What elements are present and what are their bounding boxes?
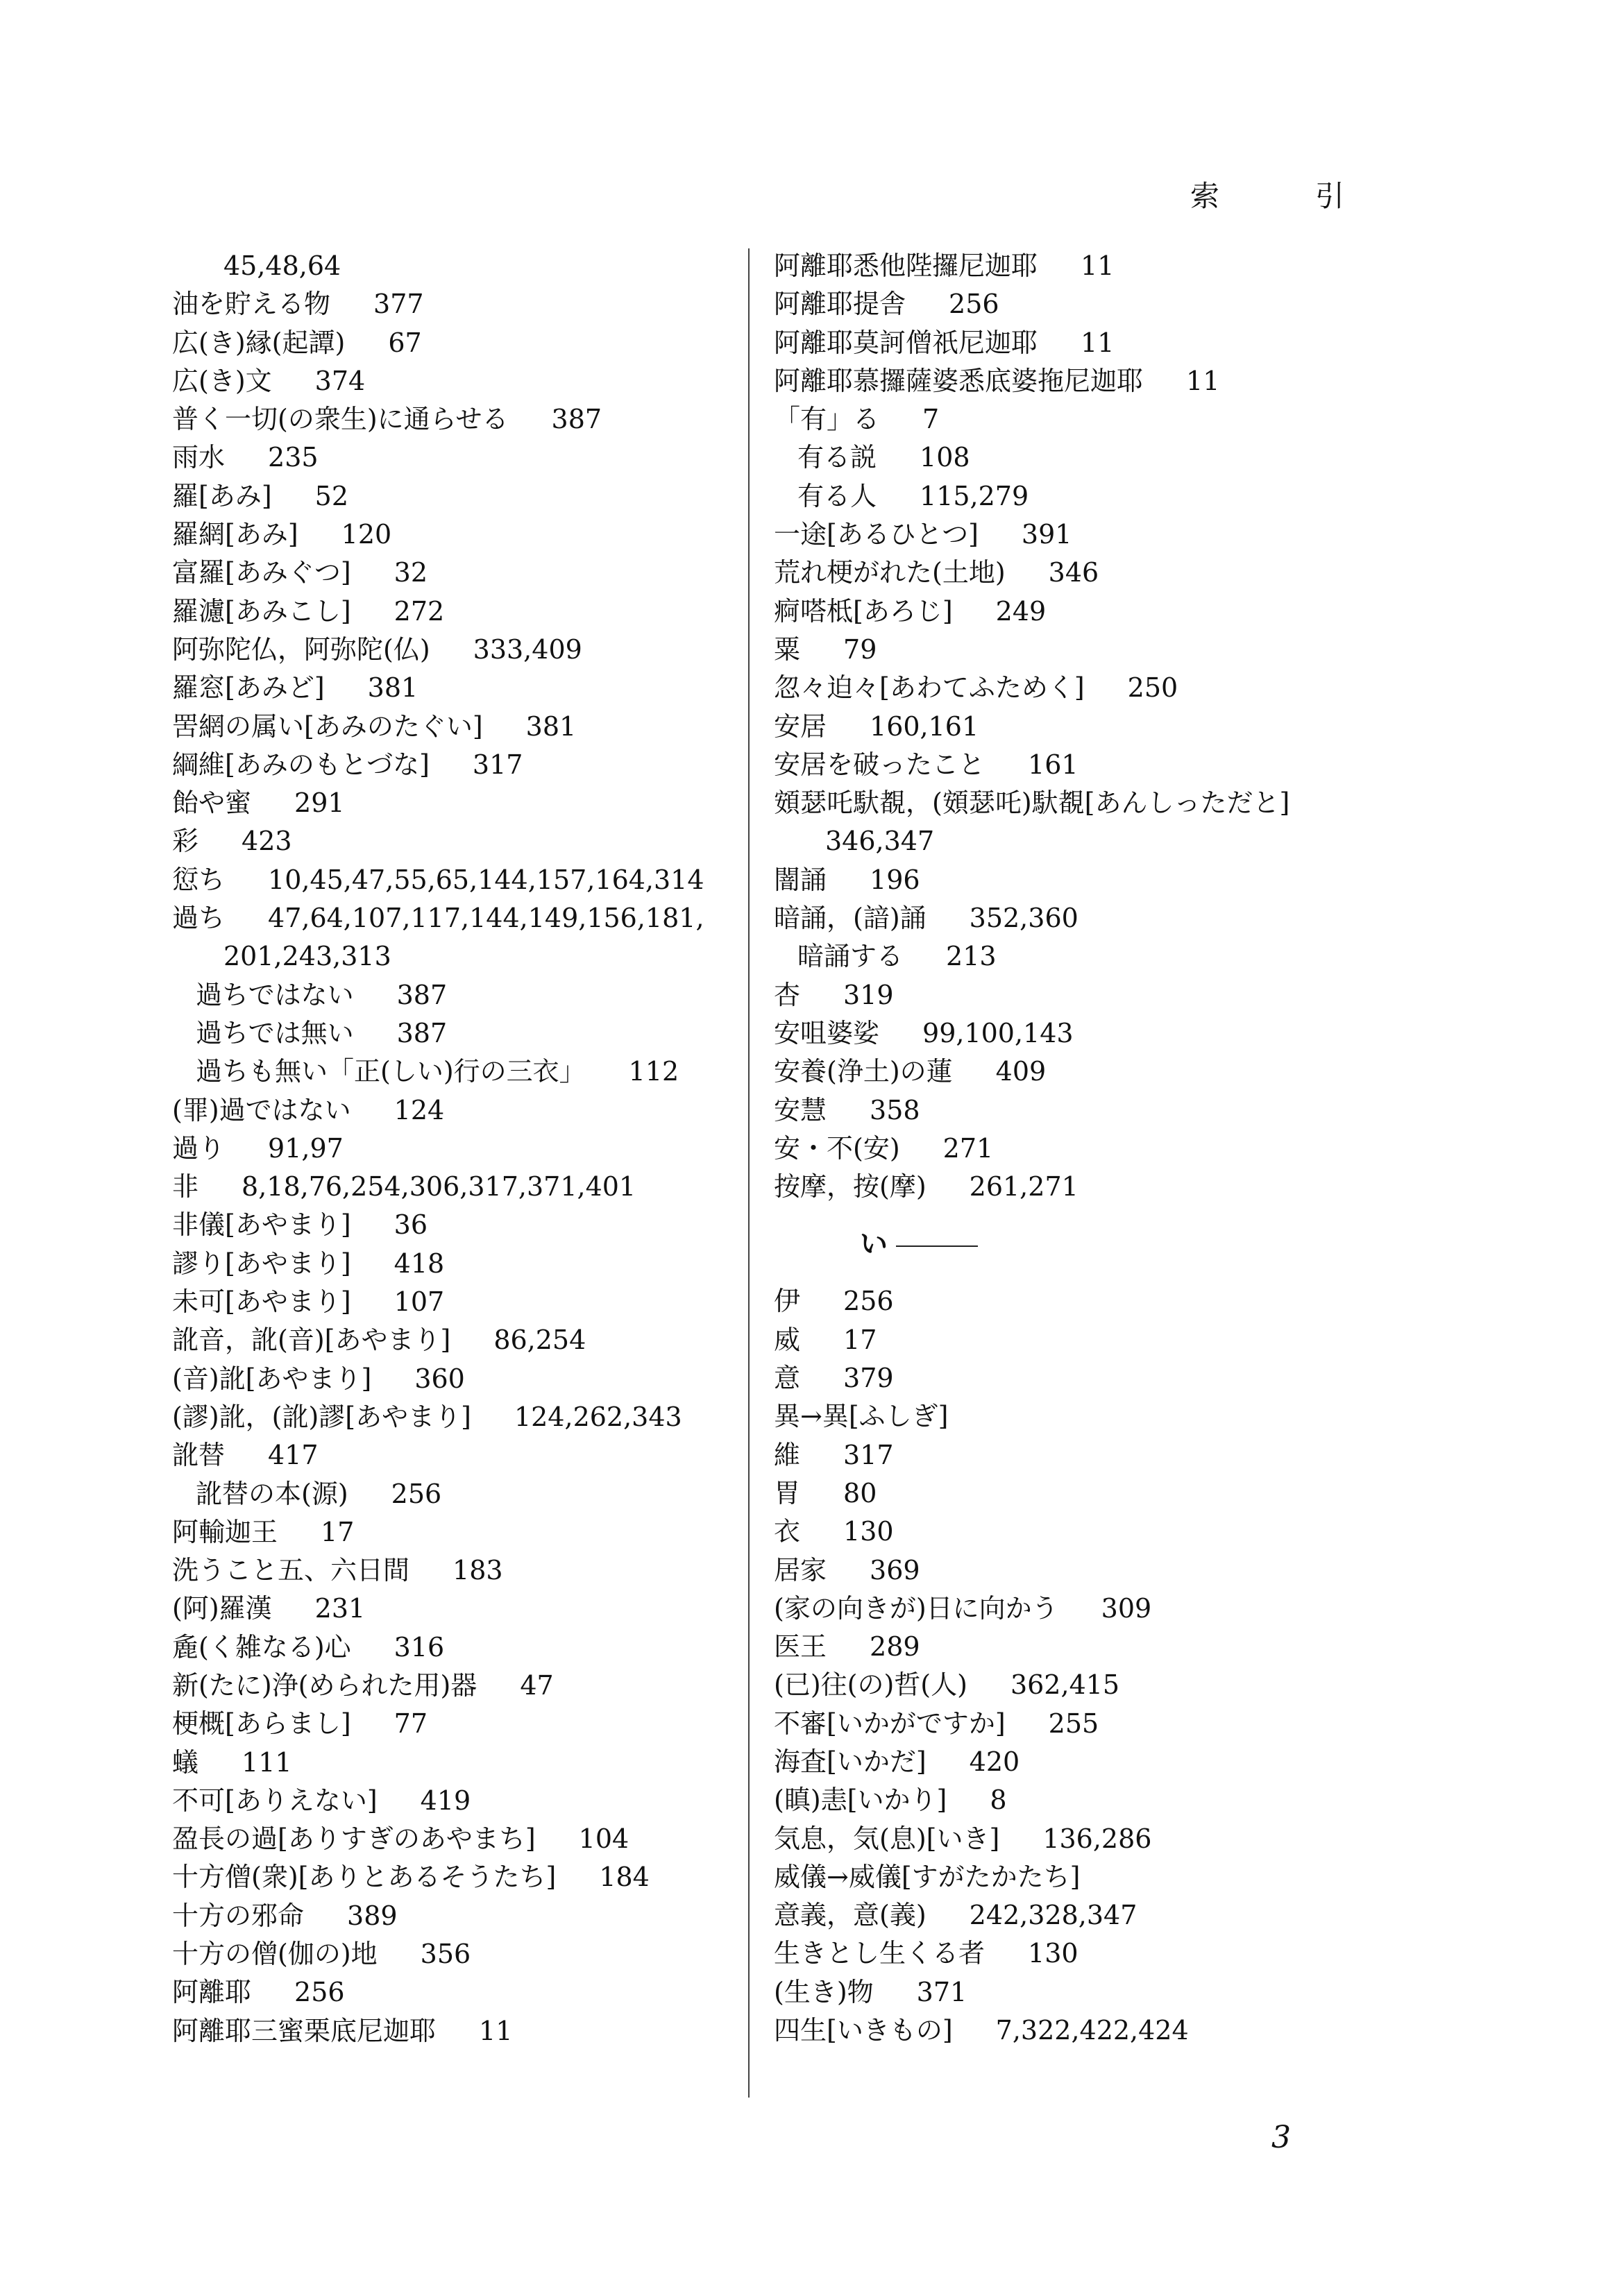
- index-entry: [172, 477, 741, 516]
- index-page-refs: 17: [843, 1324, 877, 1355]
- index-term: (已)往(の)哲(人): [774, 1669, 967, 1701]
- index-page-refs: 107: [394, 1286, 445, 1318]
- index-term: 広(き)文: [172, 365, 272, 396]
- index-entry: [172, 976, 741, 1014]
- index-entry: [774, 631, 1412, 669]
- section-heading-i: [774, 1206, 1412, 1282]
- index-group-a: [774, 247, 1412, 1206]
- index-page-refs: 235: [268, 442, 319, 473]
- index-term: 闇誦: [774, 864, 827, 895]
- index-term: 意義，意(義): [774, 1900, 927, 1931]
- index-page-refs: 136,286: [1042, 1823, 1152, 1854]
- index-entry: [172, 1014, 741, 1053]
- index-entry: [172, 1475, 741, 1513]
- index-page-refs: 47,64,107,117,144,149,156,181,: [268, 903, 704, 934]
- index-entry: [172, 1360, 741, 1398]
- index-term: 按摩，按(摩): [774, 1171, 927, 1202]
- index-term: 蟻: [172, 1746, 199, 1778]
- index-term: 安養(浄土)の蓮: [774, 1056, 953, 1087]
- index-term: 羅窓[あみど]: [172, 672, 325, 704]
- index-entry: [774, 1436, 1412, 1474]
- index-term: 訛替の本(源): [196, 1478, 348, 1509]
- index-term: 十方の邪命: [172, 1900, 305, 1931]
- index-term: 非: [172, 1171, 199, 1202]
- index-page-refs: 379: [843, 1363, 894, 1394]
- column-divider: [748, 248, 750, 2098]
- index-page-refs: 316: [394, 1631, 445, 1663]
- index-term: 忽々迫々[あわてふためく]: [774, 672, 1085, 704]
- index-page-refs: 391: [1021, 519, 1072, 550]
- index-term: (阿)羅漢: [172, 1593, 272, 1624]
- index-entry: [774, 324, 1412, 362]
- index-entry: [774, 822, 1412, 860]
- index-page-refs: 201,243,313: [223, 941, 391, 972]
- index-entry: [774, 1053, 1412, 1091]
- index-page-refs: 91,97: [268, 1132, 344, 1164]
- index-page-refs: 360: [414, 1363, 465, 1394]
- index-page-refs: 291: [294, 788, 345, 819]
- index-entry: [172, 1551, 741, 1590]
- index-entry: [172, 784, 741, 822]
- index-page-refs: 317: [843, 1439, 894, 1470]
- index-page-refs: 130: [843, 1516, 894, 1547]
- index-page-refs: 346,347: [825, 826, 935, 857]
- index-entry: [172, 1935, 741, 1973]
- index-page-refs: 124: [394, 1094, 445, 1125]
- index-entry: [774, 554, 1412, 592]
- index-entry: [774, 1321, 1412, 1359]
- index-page-refs: 36: [394, 1209, 428, 1241]
- index-page-refs: 213: [946, 941, 997, 972]
- index-page-refs: 289: [870, 1631, 920, 1663]
- index-entry: [774, 1359, 1412, 1397]
- index-term: 過ちではない: [196, 979, 354, 1010]
- index-entry: [774, 746, 1412, 784]
- index-term: (瞋)恚[いかり]: [774, 1785, 947, 1816]
- index-entry: [172, 516, 741, 554]
- index-entry: [774, 1130, 1412, 1168]
- index-term: 飴や蜜: [172, 788, 252, 819]
- index-entry: [172, 1820, 741, 1858]
- index-term: 異→異[ふしぎ]: [774, 1401, 949, 1432]
- index-entry: [774, 1513, 1412, 1551]
- index-entry: [774, 1168, 1412, 1206]
- index-entry: [172, 669, 741, 707]
- index-term: 胃: [774, 1477, 801, 1508]
- index-page-refs: 256: [843, 1286, 894, 1317]
- index-term: 衣: [774, 1516, 801, 1547]
- index-term: 気息，気(息)[いき]: [774, 1823, 1000, 1854]
- index-page-refs: 317: [472, 749, 523, 780]
- index-page-refs: 419: [420, 1785, 471, 1816]
- index-entry: [172, 1744, 741, 1782]
- index-entry: [774, 1705, 1412, 1743]
- index-term: (家の向きが)日に向かう: [774, 1592, 1058, 1624]
- index-term: 雨水: [172, 442, 226, 473]
- index-term: 羅[あみ]: [172, 480, 272, 511]
- index-entry: [774, 516, 1412, 554]
- index-page-refs: 387: [396, 979, 448, 1010]
- index-term: 洗うこと五、六日間: [172, 1555, 410, 1586]
- index-entry: [774, 1282, 1412, 1320]
- index-term: 安咀婆娑: [774, 1017, 880, 1048]
- index-page-refs: 8: [990, 1785, 1007, 1816]
- index-entry: [172, 899, 741, 937]
- index-entry: [774, 708, 1412, 746]
- index-page-refs: 7,322,422,424: [995, 2015, 1189, 2046]
- index-term: 盈長の過[ありすぎのあやまち]: [172, 1823, 536, 1855]
- page-number: 3: [1271, 2120, 1291, 2155]
- index-term: 過ちでは無い: [196, 1017, 354, 1048]
- index-page-refs: 104: [578, 1823, 629, 1855]
- index-entry: [774, 1397, 1412, 1436]
- index-entry: [774, 1781, 1412, 1819]
- index-page-refs: 32: [394, 557, 428, 588]
- index-term: 生きとし生くる者: [774, 1938, 986, 1969]
- index-page-refs: 309: [1101, 1592, 1152, 1624]
- index-entry: [774, 1666, 1412, 1704]
- index-page-refs: 356: [420, 1939, 471, 1970]
- index-page-refs: 371: [916, 1976, 967, 2007]
- index-term: 阿離耶慕攞薩婆悉底婆拖尼迦耶: [774, 365, 1144, 396]
- index-entry: [774, 899, 1412, 937]
- index-page-refs: 261,271: [969, 1171, 1079, 1202]
- index-term: 不審[いかがですか]: [774, 1708, 1006, 1739]
- index-term: 杏: [774, 979, 801, 1010]
- index-term: 有る人: [797, 480, 877, 511]
- index-entry: [172, 1168, 741, 1206]
- index-term: 安慧: [774, 1094, 827, 1125]
- index-term: 伊: [774, 1286, 801, 1317]
- index-entry: [172, 1283, 741, 1321]
- index-entry: [172, 1590, 741, 1628]
- index-term: 一途[あるひとつ]: [774, 519, 979, 550]
- index-entry: [774, 593, 1412, 631]
- index-entry: [172, 1053, 741, 1091]
- index-page-refs: 381: [525, 711, 577, 742]
- index-entry: [172, 1130, 741, 1168]
- index-group-i: [774, 1282, 1412, 2050]
- index-entry: [172, 1321, 741, 1359]
- index-term: 阿離耶三蜜栗底尼迦耶: [172, 2015, 437, 2046]
- index-term: 彩: [172, 826, 199, 857]
- index-entry: [172, 937, 741, 976]
- index-term: 四生[いきもの]: [774, 2015, 953, 2046]
- index-term: 意: [774, 1363, 801, 1394]
- index-column-left: [172, 247, 741, 2050]
- index-entry: [774, 477, 1412, 516]
- index-entry: [774, 937, 1412, 976]
- index-page-refs: 47: [520, 1669, 554, 1701]
- index-page-refs: 120: [341, 519, 392, 550]
- index-page-refs: 409: [995, 1056, 1047, 1087]
- index-page-refs: 362,415: [1010, 1669, 1120, 1701]
- index-term: 不可[ありえない]: [172, 1785, 378, 1816]
- index-term: 阿輸迦王: [172, 1516, 278, 1547]
- index-page-refs: 11: [1081, 250, 1115, 281]
- index-term: 海査[いかだ]: [774, 1746, 927, 1777]
- index-page-refs: 160,161: [870, 711, 979, 742]
- index-page-refs: 10,45,47,55,65,144,157,164,314: [268, 864, 704, 895]
- index-page-refs: 45,48,64: [223, 250, 341, 281]
- index-term: 綱維[あみのもとづな]: [172, 749, 430, 780]
- index-entry: [172, 1973, 741, 2012]
- index-term: 罟網の属い[あみのたぐい]: [172, 711, 483, 742]
- index-term: 訛音，訛(音)[あやまり]: [172, 1325, 451, 1356]
- index-page-refs: 381: [367, 672, 418, 704]
- index-entry: [774, 1551, 1412, 1590]
- index-page-refs: 389: [347, 1900, 398, 1931]
- index-entry: [172, 362, 741, 400]
- index-page-refs: 161: [1028, 749, 1079, 780]
- index-page-refs: 115,279: [920, 480, 1029, 511]
- index-page-refs: 271: [942, 1132, 994, 1164]
- index-entry: [774, 1896, 1412, 1934]
- index-entry: [774, 2012, 1412, 2050]
- index-term: 阿離耶莫訶僧祇尼迦耶: [774, 327, 1038, 358]
- index-entry: [172, 593, 741, 631]
- index-term: 普く一切(の衆生)に通らせる: [172, 404, 509, 435]
- index-entry: [172, 1436, 741, 1474]
- index-term: 非儀[あやまり]: [172, 1209, 351, 1241]
- index-page-refs: 11: [1186, 365, 1220, 396]
- index-term: 威儀→威儀[すがたかたち]: [774, 1861, 1081, 1892]
- index-page-refs: 196: [870, 864, 920, 895]
- index-page-refs: 130: [1028, 1938, 1079, 1969]
- index-page-refs: 183: [452, 1555, 503, 1586]
- index-term: 新(たに)浄(められた用)器: [172, 1669, 477, 1701]
- index-term: (罪)過ではない: [172, 1094, 351, 1125]
- index-entry: [172, 2012, 741, 2050]
- index-page-refs: 417: [268, 1440, 319, 1471]
- index-page-refs: 67: [388, 327, 422, 358]
- index-page-refs: 369: [870, 1554, 920, 1585]
- index-page-refs: 11: [479, 2015, 513, 2046]
- index-term: 安居: [774, 711, 827, 742]
- index-page-refs: 358: [870, 1094, 920, 1125]
- index-term: 過ちも無い「正(しい)行の三衣」: [196, 1056, 586, 1087]
- index-entry: [172, 1206, 741, 1244]
- index-entry: [774, 362, 1412, 400]
- index-entry: [774, 439, 1412, 477]
- index-page-refs: 184: [599, 1862, 650, 1893]
- index-column-right: [774, 247, 1412, 2050]
- index-entry: [774, 1091, 1412, 1130]
- index-entry: [774, 1934, 1412, 1973]
- index-entry: [172, 1398, 741, 1436]
- index-term: 過ち: [172, 903, 226, 934]
- index-term: 十方の僧(伽の)地: [172, 1939, 378, 1970]
- index-term: 医王: [774, 1631, 827, 1663]
- index-term: 威: [774, 1324, 801, 1355]
- index-page-refs: 352,360: [969, 903, 1079, 934]
- index-term: 居家: [774, 1554, 827, 1585]
- index-term: 痾嗒柢[あろじ]: [774, 595, 953, 627]
- index-term: 阿弥陀仏，阿弥陀(仏): [172, 633, 430, 665]
- index-term: 有る説: [797, 442, 877, 473]
- index-page-refs: 346: [1048, 557, 1099, 588]
- index-page-refs: 333,409: [473, 633, 582, 665]
- index-entry: [774, 1014, 1412, 1053]
- index-page-refs: 319: [843, 979, 894, 1010]
- index-term: 「有」る: [774, 404, 880, 435]
- index-term: 富羅[あみぐつ]: [172, 557, 351, 588]
- index-term: 十方僧(衆)[ありとあるそうたち]: [172, 1862, 557, 1893]
- index-page-refs: 249: [995, 595, 1047, 627]
- index-page-refs: 377: [373, 289, 424, 320]
- index-entry: [774, 784, 1412, 822]
- index-term: 訛替: [172, 1440, 226, 1471]
- index-term: 安居を破ったこと: [774, 749, 986, 780]
- index-page-refs: 111: [242, 1746, 292, 1778]
- index-page-refs: 124,262,343: [514, 1401, 682, 1432]
- index-page-refs: 108: [920, 442, 970, 473]
- index-entry: [172, 247, 741, 285]
- index-entry: [774, 1590, 1412, 1628]
- index-term: 麁(く雑なる)心: [172, 1631, 351, 1663]
- index-page-refs: 272: [394, 595, 445, 627]
- index-entry: [172, 708, 741, 746]
- index-entry: [172, 285, 741, 323]
- section-heading-rule: [896, 1245, 978, 1247]
- index-page-refs: 255: [1048, 1708, 1099, 1739]
- index-page-refs: 77: [394, 1708, 428, 1740]
- index-page-refs: 86,254: [493, 1325, 586, 1356]
- index-entry: [774, 1820, 1412, 1858]
- index-term: 阿離耶: [172, 1977, 252, 2008]
- index-entry: [774, 1858, 1412, 1896]
- index-term: 荒れ梗がれた(土地): [774, 557, 1006, 588]
- section-heading-label: い: [860, 1227, 888, 1261]
- index-entry: [774, 1973, 1412, 2012]
- index-term: 暗誦，(諳)誦: [774, 903, 927, 934]
- index-term: 安・不(安): [774, 1132, 900, 1164]
- index-entry: [172, 324, 741, 362]
- index-entry: [172, 1245, 741, 1283]
- index-page-refs: 256: [949, 289, 999, 320]
- index-entry: [774, 1474, 1412, 1513]
- index-page-refs: 99,100,143: [922, 1017, 1074, 1048]
- index-term: (生き)物: [774, 1976, 874, 2007]
- page-header: 索 引: [1190, 179, 1378, 213]
- index-entry: [172, 439, 741, 477]
- index-term: (音)訛[あやまり]: [172, 1363, 372, 1394]
- index-entry: [172, 400, 741, 439]
- index-term: 羅濾[あみこし]: [172, 595, 351, 627]
- index-page-refs: 231: [314, 1593, 366, 1624]
- index-entry: [774, 285, 1412, 323]
- index-entry: [172, 1782, 741, 1820]
- index-term: (謬)訛，(訛)謬[あやまり]: [172, 1401, 471, 1432]
- index-entry: [172, 631, 741, 669]
- index-term: 謬り[あやまり]: [172, 1248, 351, 1279]
- index-term: 愆ち: [172, 864, 226, 895]
- index-term: 維: [774, 1439, 801, 1470]
- index-entry: [172, 554, 741, 592]
- index-entry: [172, 861, 741, 899]
- index-term: 阿離耶悉他陛攞尼迦耶: [774, 250, 1038, 281]
- index-term: 頞瑟吒馱覩，(頞瑟吒)馱覩[あんしっただと]: [774, 788, 1290, 819]
- index-entry: [172, 822, 741, 860]
- index-entry: [172, 1858, 741, 1896]
- index-page-refs: 7: [922, 404, 940, 435]
- index-page-refs: 387: [396, 1017, 448, 1048]
- index-term: 粟: [774, 633, 801, 665]
- index-entry: [774, 247, 1412, 285]
- index-term: 広(き)縁(起譚): [172, 327, 346, 358]
- index-page-refs: 423: [242, 826, 292, 857]
- index-entry: [172, 1091, 741, 1130]
- index-term: 過り: [172, 1132, 226, 1164]
- index-term: 未可[あやまり]: [172, 1286, 351, 1318]
- index-page-refs: 256: [294, 1977, 345, 2008]
- index-page-refs: 250: [1127, 672, 1178, 704]
- index-page-refs: 79: [843, 633, 877, 665]
- index-page-refs: 420: [969, 1746, 1020, 1777]
- index-page-refs: 80: [843, 1477, 877, 1508]
- index-page-refs: 418: [394, 1248, 445, 1279]
- index-entry: [774, 976, 1412, 1014]
- index-term: 暗誦する: [797, 941, 904, 972]
- index-entry: [172, 746, 741, 784]
- index-entry: [172, 1629, 741, 1667]
- index-page-refs: 374: [314, 365, 366, 396]
- index-term: 阿離耶提舎: [774, 289, 906, 320]
- index-page-refs: 52: [314, 480, 349, 511]
- index-entry: [774, 400, 1412, 439]
- index-entry: [774, 669, 1412, 707]
- index-term: 羅網[あみ]: [172, 519, 298, 550]
- index-page-refs: 256: [391, 1478, 442, 1509]
- index-entry: [172, 1705, 741, 1743]
- index-entry: [774, 861, 1412, 899]
- index-page-refs: 387: [551, 404, 602, 435]
- index-term: 梗概[あらまし]: [172, 1708, 351, 1740]
- index-entry: [774, 1743, 1412, 1781]
- index-entry: [172, 1513, 741, 1551]
- index-term: 油を貯える物: [172, 289, 331, 320]
- index-page-refs: 112: [628, 1056, 679, 1087]
- index-entry: [172, 1897, 741, 1935]
- index-entry: [172, 1667, 741, 1705]
- index-page-refs: 17: [321, 1516, 355, 1547]
- index-page-refs: 242,328,347: [969, 1900, 1137, 1931]
- index-page-refs: 8,18,76,254,306,317,371,401: [242, 1171, 636, 1202]
- index-page-refs: 11: [1081, 327, 1115, 358]
- index-entry: [774, 1628, 1412, 1666]
